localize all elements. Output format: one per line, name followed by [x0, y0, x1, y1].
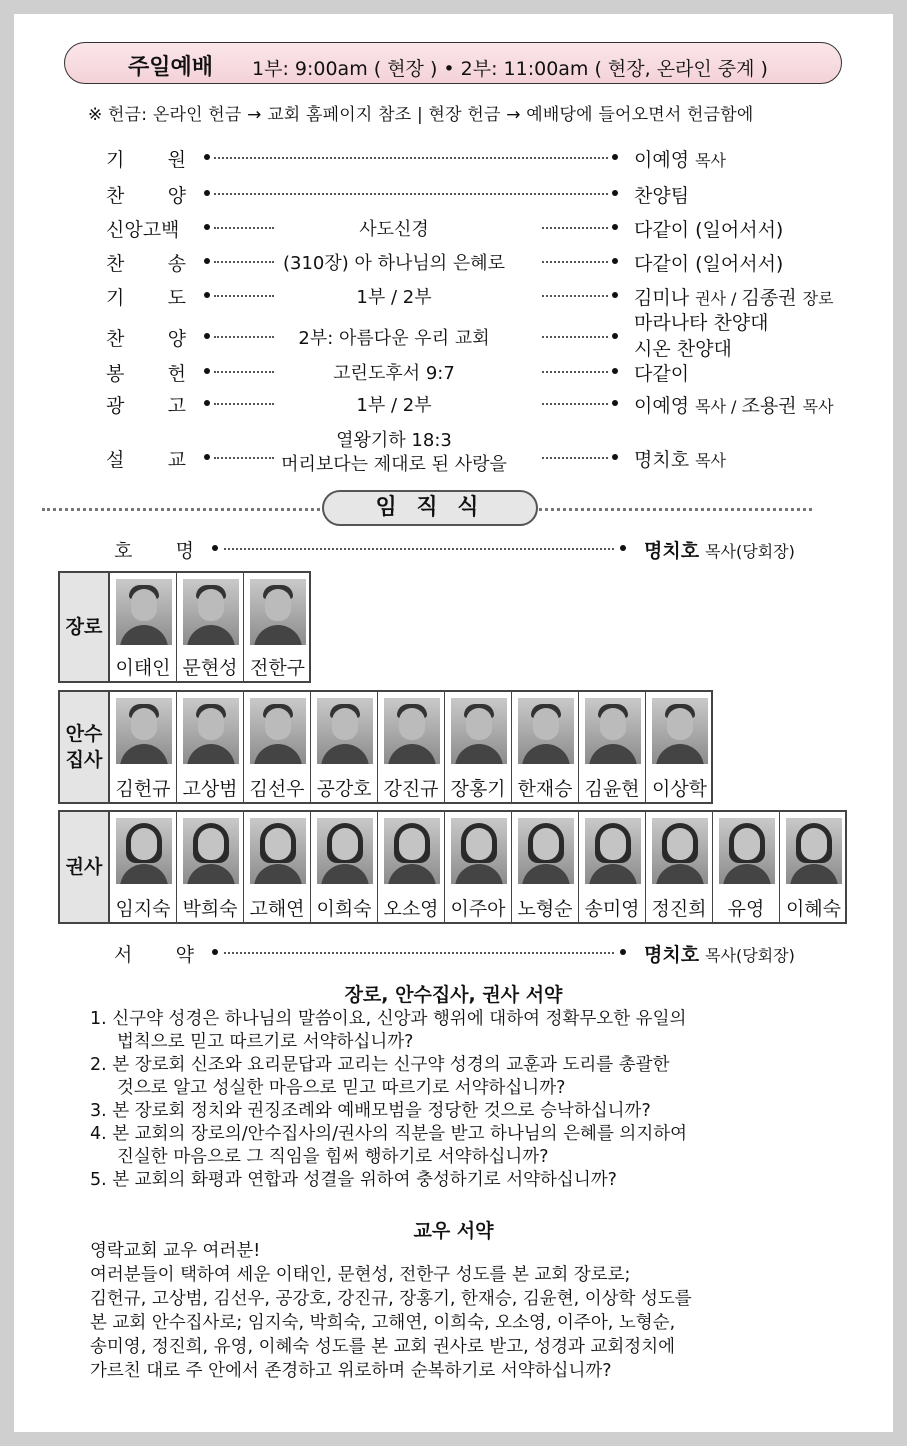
leader-bullet [204, 292, 210, 298]
order-label-char: 헌 [167, 363, 186, 385]
leader-dots [214, 403, 274, 405]
member-cell [244, 812, 311, 922]
member-photo [451, 698, 507, 764]
member-photo [719, 818, 775, 884]
leader-title: 목사 [695, 151, 726, 170]
order-leader [634, 445, 726, 472]
label-char: 약 [175, 944, 194, 966]
member-cell [110, 812, 177, 922]
leader-dots [224, 548, 614, 550]
photo-body [321, 864, 369, 884]
leader-bullet [612, 454, 618, 460]
member-cell [646, 812, 713, 922]
photo-face [131, 589, 157, 621]
photo-body [522, 864, 570, 884]
vow-item-continued: 진실한 마음으로 그 직임을 힘써 행하기로 서약하십니까? [117, 1147, 549, 1167]
member-photo [518, 698, 574, 764]
photo-body [388, 744, 436, 764]
member-photo [116, 818, 172, 884]
member-cell [646, 692, 713, 802]
order-label-char: 광 [106, 395, 125, 417]
photo-body [388, 864, 436, 884]
congregation-line: 송미영, 정진희, 유영, 이혜숙 성도를 본 교회 권사로 받고, 성경과 교회정치에 [90, 1337, 676, 1357]
member-cell [780, 812, 847, 922]
order-label-spread [106, 445, 186, 472]
leader-bullet [612, 292, 618, 298]
order-label-char: 원 [167, 149, 186, 171]
order-label-spread [106, 145, 186, 172]
member-photo [250, 579, 306, 645]
photo-face [734, 828, 760, 860]
congregation-line: 여러분들이 택하여 세운 이태인, 문현성, 전한구 성도를 본 교회 장로로; [90, 1265, 631, 1285]
order-label-char: 기 [106, 149, 125, 171]
order-label-char: 양 [167, 185, 186, 207]
order-label-char: 봉 [106, 363, 125, 385]
leader-bullet [612, 258, 618, 264]
member-name: 공강호 [316, 778, 372, 800]
leader-bullet [204, 258, 210, 264]
member-name: 강진규 [383, 778, 439, 800]
call-officiant [644, 536, 795, 563]
order-label-char: 설 [106, 449, 125, 471]
member-name: 장홍기 [450, 778, 506, 800]
member-cell [445, 692, 512, 802]
member-name: 이상학 [651, 778, 708, 800]
photo-body [589, 744, 637, 764]
leader-bullet [620, 949, 626, 955]
order-leader [634, 181, 689, 208]
photo-body [187, 744, 235, 764]
photo-face [399, 708, 425, 740]
leader-bullet [204, 400, 210, 406]
leader-bullet [620, 545, 626, 551]
photo-body [656, 864, 704, 884]
member-name: 고상범 [182, 778, 238, 800]
order-label-spread [106, 359, 186, 386]
photo-face [533, 828, 559, 860]
member-name: 임지숙 [115, 898, 171, 920]
photo-body [455, 744, 503, 764]
member-cell [110, 692, 177, 802]
leader-title-2: 장로 [802, 289, 834, 308]
member-photo [786, 818, 842, 884]
order-label-spread [106, 283, 186, 310]
photo-body [723, 864, 771, 884]
leader-dots [214, 371, 274, 373]
order-label [106, 324, 206, 348]
photo-body [321, 744, 369, 764]
member-cell [445, 812, 512, 922]
leader-name: 명치호 [634, 449, 690, 471]
leader-bullet [204, 190, 210, 196]
member-photo [183, 818, 239, 884]
photo-body [790, 864, 838, 884]
member-photo [116, 579, 172, 645]
leader-name: 다같이 (일어서서) [634, 253, 784, 275]
group-label-line: 집사 [65, 749, 103, 771]
member-cell [311, 692, 378, 802]
member-cell [177, 692, 244, 802]
member-cell [579, 692, 646, 802]
member-photo [250, 818, 306, 884]
group-label [60, 692, 110, 802]
label-char: 호 [114, 540, 133, 562]
member-photo [250, 698, 306, 764]
leader-bullet [212, 949, 218, 955]
service-times: 1부: 9:00am ( 현장 ) • 2부: 11:00am ( 현장, 온라인 중계 ) [252, 58, 768, 80]
member-photo [317, 698, 373, 764]
order-label [106, 445, 206, 469]
photo-face [198, 828, 224, 860]
order-label-char: 고 [167, 395, 186, 417]
photo-body [254, 744, 302, 764]
ordination-title: 임 직 식 [322, 490, 538, 526]
member-photo [183, 579, 239, 645]
photo-face [131, 708, 157, 740]
leader-dots [542, 295, 608, 297]
member-name: 김헌규 [115, 778, 171, 800]
photo-face [265, 828, 291, 860]
group-box [58, 571, 311, 683]
leader-dots [214, 457, 274, 459]
member-name: 한재승 [517, 778, 573, 800]
member-cell [177, 573, 244, 681]
order-label [106, 359, 206, 383]
call-label-spread [114, 536, 194, 563]
member-name: 박희숙 [182, 898, 238, 920]
order-label-char: 도 [167, 287, 186, 309]
officiant-name: 명치호 [644, 944, 700, 966]
call-label [114, 536, 214, 560]
photo-face [466, 828, 492, 860]
vow-item: 1. 신구약 성경은 하나님의 말씀이요, 신앙과 행위에 대하여 정확무오한 유일의 [90, 1009, 687, 1029]
group-label-text [66, 721, 103, 773]
order-description: 고린도후서 9:7 [333, 363, 455, 384]
member-cell [244, 692, 311, 802]
order-leader [634, 391, 834, 418]
officiant-title: 목사(당회장) [705, 542, 795, 561]
oath-officiant [644, 940, 795, 967]
order-label-char: 양 [167, 328, 186, 350]
congregation-line: 영락교회 교우 여러분! [90, 1241, 261, 1261]
leader-bullet [612, 333, 618, 339]
leader-dots [214, 295, 274, 297]
member-cell [512, 692, 579, 802]
leader-title: 목사 [695, 451, 726, 470]
group-label-line: 안수 [65, 723, 103, 745]
leader-dots [214, 157, 608, 159]
label-char: 서 [114, 944, 133, 966]
leader-name: 찬양팀 [634, 185, 690, 207]
order-description: (310장) 아 하나님의 은혜로 [282, 253, 506, 274]
photo-body [589, 864, 637, 884]
photo-body [455, 864, 503, 884]
member-cell [244, 573, 311, 681]
group-label [60, 573, 110, 681]
order-label-char: 찬 [106, 253, 125, 275]
member-photo [183, 698, 239, 764]
order-leader [634, 283, 834, 310]
member-cell [378, 812, 445, 922]
member-name: 김선우 [249, 778, 305, 800]
member-name: 송미영 [584, 898, 640, 920]
order-description: 사도신경 [359, 219, 429, 240]
order-label-spread [106, 249, 186, 276]
oath-label-spread [114, 940, 194, 967]
leader-dots [542, 227, 608, 229]
vow-item: 4. 본 교회의 장로의/안수집사의/권사의 직분을 받고 하나님의 은혜를 의지하여 [90, 1124, 688, 1144]
order-leader-line2: 시온 찬양대 [634, 338, 732, 360]
member-photo [116, 698, 172, 764]
leader-name-2: 조용권 [741, 395, 797, 417]
leader-dots [214, 261, 274, 263]
order-leader: 마라나타 찬양대 [634, 312, 769, 334]
leader-bullet [212, 545, 218, 551]
leader-dots [214, 227, 274, 229]
leader-bullet [612, 368, 618, 374]
leader-bullet [204, 368, 210, 374]
service-title: 주일예배 [128, 55, 214, 80]
photo-face [466, 708, 492, 740]
photo-face [399, 828, 425, 860]
order-label: 신앙고백 [106, 219, 180, 241]
order-leader [634, 249, 783, 276]
order-description: 1부 / 2부 [356, 287, 432, 308]
photo-body [120, 744, 168, 764]
congregation-vow-title: 교우 서약 [413, 1220, 494, 1242]
order-label-spread [106, 324, 186, 351]
leader-name: 이예영 [634, 395, 690, 417]
order-leader [634, 359, 689, 386]
photo-face [131, 828, 157, 860]
member-name: 이희숙 [316, 898, 372, 920]
member-cell [713, 812, 780, 922]
photo-body [120, 625, 168, 645]
photo-face [332, 708, 358, 740]
congregation-line: 김헌규, 고상범, 김선우, 공강호, 강진규, 장홍기, 한재승, 김윤현, 이상학 성도를 [90, 1289, 692, 1309]
group-label [60, 812, 110, 922]
group-box [58, 810, 847, 924]
offering-note: ※ 헌금: 온라인 헌금 → 교회 홈페이지 참조 | 현장 헌금 → 예배당에 들어오면서 헌금함에 [88, 105, 754, 125]
member-name: 전한구 [249, 657, 306, 679]
order-label-char: 찬 [106, 185, 125, 207]
oath-label [114, 940, 214, 964]
leader-dots [542, 371, 608, 373]
member-photo [652, 698, 708, 764]
order-label [106, 145, 206, 169]
order-label-spread [106, 181, 186, 208]
photo-body [187, 864, 235, 884]
photo-body [656, 744, 704, 764]
member-cell [110, 573, 177, 681]
order-label-spread [106, 391, 186, 418]
member-cell [311, 812, 378, 922]
leader-title: 권사 / [695, 289, 742, 308]
photo-face [600, 708, 626, 740]
member-name: 이혜숙 [785, 898, 842, 920]
vow-item: 3. 본 장로회 정치와 권징조례와 예배모범을 정당한 것으로 승낙하십니까? [90, 1101, 651, 1121]
member-cell [579, 812, 646, 922]
order-leader [634, 145, 726, 172]
member-photo [451, 818, 507, 884]
order-description-line2: 머리보다는 제대로 된 사랑을 [281, 454, 507, 475]
leader-bullet [612, 224, 618, 230]
member-name: 오소영 [383, 898, 439, 920]
leader-title: 목사 / [695, 397, 742, 416]
leader-dots [542, 336, 608, 338]
leader-name: 이예영 [634, 149, 690, 171]
photo-face [198, 708, 224, 740]
leader-dots [542, 457, 608, 459]
photo-face [801, 828, 827, 860]
member-name: 노형순 [517, 898, 573, 920]
member-cell [378, 692, 445, 802]
leader-bullet [204, 154, 210, 160]
leader-bullet [204, 224, 210, 230]
order-label [106, 283, 206, 307]
order-leader [634, 215, 783, 242]
leader-dots [214, 193, 608, 195]
order-description: 열왕기하 18:3 [336, 430, 452, 451]
leader-name: 다같이 (일어서서) [634, 219, 784, 241]
member-cell [512, 812, 579, 922]
member-name: 이주아 [450, 898, 506, 920]
group-label-text: 권사 [65, 856, 103, 878]
vow-item-continued: 것으로 알고 성실한 마음으로 믿고 따르기로 서약하십니까? [117, 1078, 566, 1098]
vow-item: 5. 본 교회의 화평과 연합과 성결을 위하여 충성하기로 서약하십니까? [90, 1170, 617, 1190]
group-label-text: 장로 [65, 616, 103, 638]
member-name: 고해연 [249, 898, 305, 920]
leader-bullet [612, 190, 618, 196]
member-photo [384, 818, 440, 884]
order-description: 1부 / 2부 [356, 395, 432, 416]
member-photo [384, 698, 440, 764]
officiant-title: 목사(당회장) [705, 946, 795, 965]
order-description: 2부: 아름다운 우리 교회 [298, 328, 490, 349]
congregation-line: 가르친 대로 주 안에서 존경하고 위로하며 순복하기로 서약하십니까? [90, 1361, 612, 1381]
photo-body [522, 744, 570, 764]
member-name: 유영 [727, 898, 765, 920]
member-photo [585, 698, 641, 764]
congregation-line: 본 교회 안수집사로; 임지숙, 박희숙, 고해연, 이희숙, 오소영, 이주아, 노형순, [90, 1313, 676, 1333]
leader-name: 김미나 [634, 287, 690, 309]
order-label-char: 송 [167, 253, 186, 275]
leader-title-2: 목사 [802, 397, 834, 416]
photo-body [254, 864, 302, 884]
member-name: 이태인 [115, 657, 171, 679]
photo-body [254, 625, 302, 645]
order-label [106, 181, 206, 205]
photo-face [332, 828, 358, 860]
leader-dots [542, 403, 608, 405]
member-photo [518, 818, 574, 884]
photo-body [187, 625, 235, 645]
member-name: 정진희 [651, 898, 707, 920]
leader-dots [542, 261, 608, 263]
photo-face [265, 708, 291, 740]
member-name: 문현성 [182, 657, 238, 679]
member-photo [317, 818, 373, 884]
label-char: 명 [175, 540, 194, 562]
order-label [106, 249, 206, 273]
order-label-char: 교 [167, 449, 186, 471]
leader-bullet [204, 454, 210, 460]
order-label-char: 기 [106, 287, 125, 309]
officiant-name: 명치호 [644, 540, 700, 562]
leader-dots [224, 952, 614, 954]
photo-face [265, 589, 291, 621]
vow-item-continued: 법칙으로 믿고 따르기로 서약하십니까? [117, 1032, 414, 1052]
photo-face [667, 708, 693, 740]
order-label-char: 찬 [106, 328, 125, 350]
leader-name-2: 김종권 [741, 287, 797, 309]
leader-bullet [612, 154, 618, 160]
leader-bullet [204, 333, 210, 339]
photo-face [198, 589, 224, 621]
vow-item: 2. 본 장로회 신조와 요리문답과 교리는 신구약 성경의 교훈과 도리를 총괄한 [90, 1055, 670, 1075]
photo-face [533, 708, 559, 740]
leader-bullet [612, 400, 618, 406]
leader-name: 다같이 [634, 363, 690, 385]
member-name: 김윤현 [584, 778, 640, 800]
leader-dots [214, 336, 274, 338]
member-photo [652, 818, 708, 884]
member-cell [177, 812, 244, 922]
member-photo [585, 818, 641, 884]
photo-face [600, 828, 626, 860]
vows-title: 장로, 안수집사, 권사 서약 [344, 984, 563, 1006]
order-label [106, 391, 206, 415]
photo-body [120, 864, 168, 884]
group-box [58, 690, 713, 804]
photo-face [667, 828, 693, 860]
bulletin-page [14, 14, 893, 1432]
